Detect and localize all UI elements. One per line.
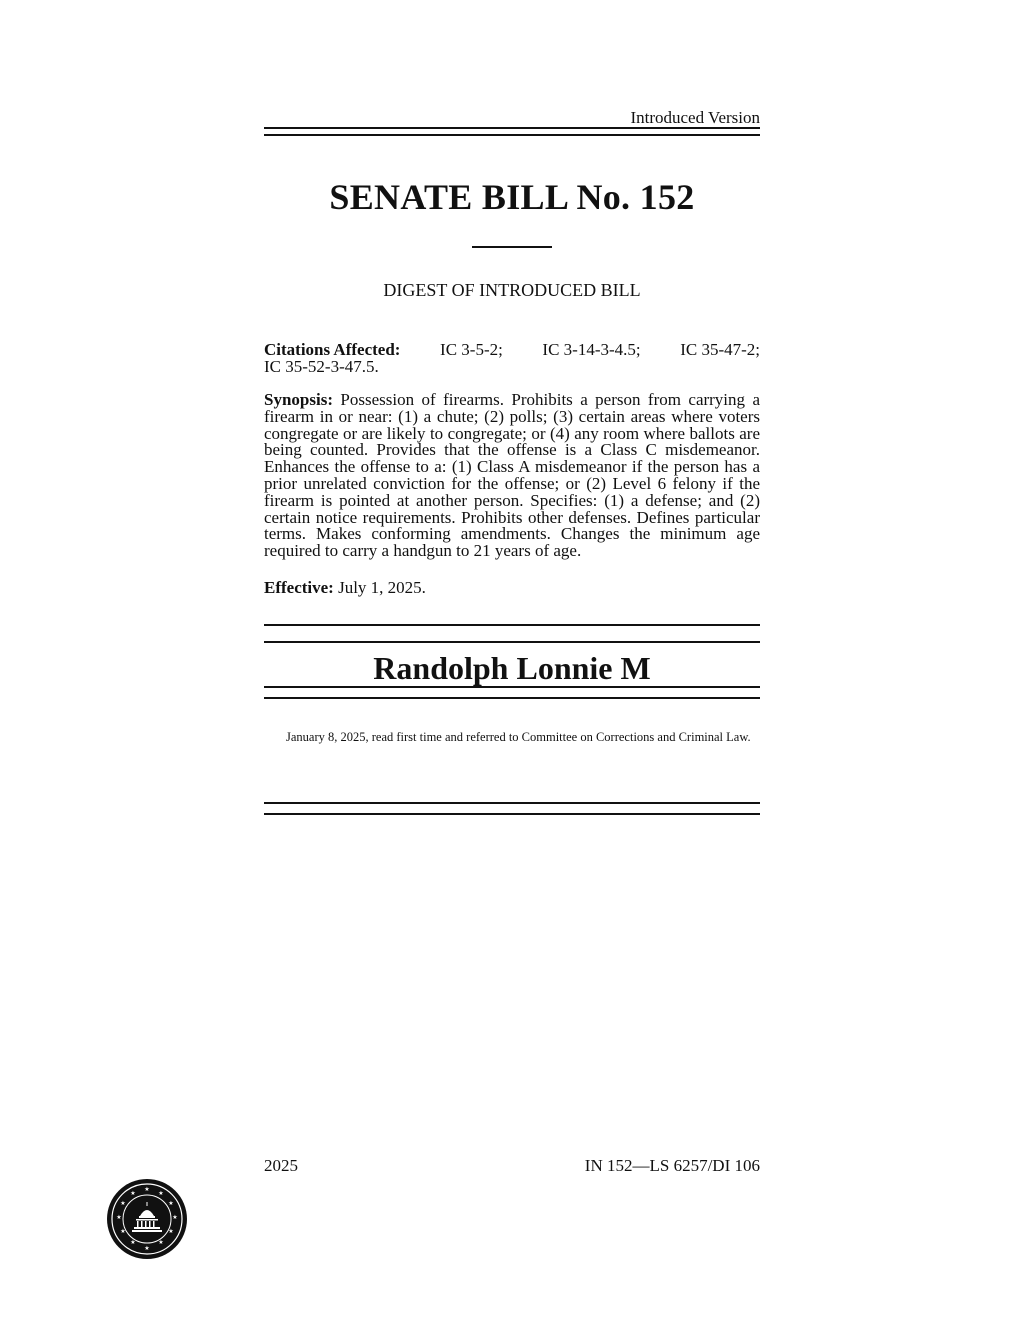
referral-note: January 8, 2025, read first time and referred to Committee on Corrections and Criminal Law.	[286, 730, 751, 744]
svg-text:★: ★	[144, 1245, 150, 1252]
title-divider	[472, 246, 552, 248]
svg-text:★: ★	[130, 1190, 136, 1197]
footer-rule-2	[264, 813, 760, 815]
header-rule-bottom	[264, 134, 760, 136]
sponsor-rule-4	[264, 697, 760, 699]
session-year: 2025	[264, 1156, 298, 1175]
effective-date: July 1, 2025.	[338, 578, 426, 597]
citation-item: IC 3-5-2;	[440, 340, 503, 359]
synopsis-label: Synopsis:	[264, 390, 333, 409]
synopsis-text: Possession of firearms. Prohibits a person from carrying a firearm in or near: (1) a chute; (2) polls; (3) certain areas where voters congregate or are likely to congregate; or (4) any room where ballots are being counted. Provides that the offense is a Class C misdemeanor. Enhances the offense to a: (1) Class A misdemeanor if the person has a prior unrelated conviction for the offense; or (2) Level 6 felony if the firearm is pointed at another person. Specifies: (1) a defense; and (2) certain notice requirements. Prohibits other defenses. Defines particular terms. Makes conforming amendments. Changes the minimum age required to carry a handgun to 21 years of age.	[264, 390, 760, 561]
sponsor-name: Randolph Lonnie M	[373, 650, 651, 686]
svg-text:★: ★	[120, 1228, 126, 1235]
svg-text:★: ★	[144, 1186, 150, 1193]
effective-label: Effective:	[264, 578, 334, 597]
sponsor-rule-2	[264, 641, 760, 643]
citation-item: IC 3-14-3-4.5;	[542, 340, 641, 359]
citation-item: IC 35-52-3-47.5.	[264, 356, 379, 376]
effective-section	[264, 580, 760, 597]
citations-section	[264, 342, 760, 376]
citations-label: Citations Affected:	[264, 340, 401, 359]
svg-text:★: ★	[130, 1239, 136, 1246]
version-label: Introduced Version	[630, 108, 760, 127]
svg-text:★: ★	[168, 1228, 174, 1235]
synopsis-section	[264, 392, 760, 560]
svg-text:★: ★	[158, 1190, 164, 1197]
svg-text:★: ★	[172, 1214, 178, 1221]
svg-text:★: ★	[158, 1239, 164, 1246]
bill-title: SENATE BILL No. 152	[329, 177, 695, 217]
footer-rule-1	[264, 802, 760, 804]
svg-text:★: ★	[168, 1200, 174, 1207]
header-rule-top	[264, 127, 760, 129]
svg-text:★: ★	[120, 1200, 126, 1207]
citation-item: IC 35-47-2;	[680, 340, 760, 359]
bill-id: IN 152—LS 6257/DI 106	[584, 1156, 760, 1175]
digest-heading: DIGEST OF INTRODUCED BILL	[383, 280, 641, 300]
sponsor-rule-1	[264, 624, 760, 626]
svg-text:★: ★	[116, 1214, 122, 1221]
state-seal-icon	[106, 1178, 188, 1260]
sponsor-rule-3	[264, 686, 760, 688]
